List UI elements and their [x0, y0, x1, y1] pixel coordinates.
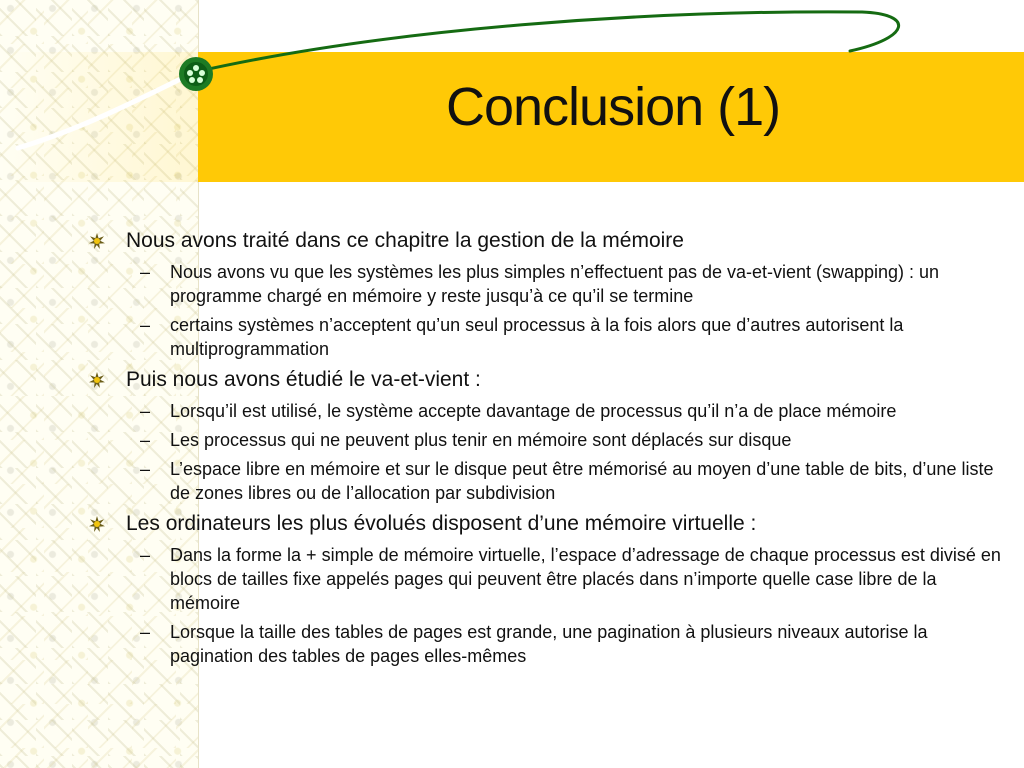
- dash-marker: –: [140, 315, 151, 335]
- sub-bullet-item: [126, 313, 1010, 361]
- sub-bullet-item: [126, 260, 1010, 308]
- bullet-section-virtual-memory: [88, 511, 1010, 668]
- sub-bullet-text: Dans la forme la + simple de mémoire virtuelle, l’espace d’adressage de chaque processus est divisé en blocs de tailles fixe appelés pages qui peuvent être placés dans n’importe quelle case libre de la mémoire: [170, 545, 1001, 613]
- dash-marker: –: [140, 262, 151, 282]
- bullet-text: Les ordinateurs les plus évolués disposent d’une mémoire virtuelle :: [126, 512, 757, 535]
- dash-marker: –: [140, 459, 151, 479]
- sub-bullet-text: Nous avons vu que les systèmes les plus simples n’effectuent pas de va-et-vient (swapping) : un programme chargé en mémoire y reste jusqu’à ce qu’il se termine: [170, 262, 940, 306]
- starburst-bullet-icon: [88, 371, 106, 389]
- slide-content: [88, 228, 1010, 673]
- dash-marker: –: [140, 401, 151, 421]
- starburst-bullet-icon: [88, 232, 106, 250]
- title-band-left-fade: [0, 52, 198, 182]
- dash-marker: –: [140, 430, 151, 450]
- sub-bullet-item: [126, 457, 1010, 505]
- sub-bullet-list: [126, 260, 1010, 361]
- sub-bullet-text: L’espace libre en mémoire et sur le disque peut être mémorisé au moyen d’une table de bits, d’une liste de zones libres ou de l’allocation par subdivision: [170, 459, 994, 503]
- bullet-section-memory-management: [88, 228, 1010, 361]
- bullet-section-swapping: [88, 367, 1010, 505]
- dash-marker: –: [140, 622, 151, 642]
- sub-bullet-item: [126, 543, 1010, 615]
- sub-bullet-item: [126, 428, 1010, 452]
- dash-marker: –: [140, 545, 151, 565]
- sub-bullet-item: [126, 399, 1010, 423]
- sub-bullet-text: Lorsqu’il est utilisé, le système accepte davantage de processus qu’il n’a de place mémoire: [170, 401, 897, 421]
- starburst-bullet-icon: [88, 515, 106, 533]
- bullet-text: Nous avons traité dans ce chapitre la gestion de la mémoire: [126, 229, 684, 252]
- slide-title: Conclusion (1): [446, 77, 781, 137]
- sub-bullet-list: [126, 543, 1010, 668]
- sub-bullet-text: certains systèmes n’acceptent qu’un seul processus à la fois alors que d’autres autorisent la multiprogrammation: [170, 315, 904, 359]
- sub-bullet-text: Les processus qui ne peuvent plus tenir en mémoire sont déplacés sur disque: [170, 430, 792, 450]
- sub-bullet-list: [126, 399, 1010, 505]
- sub-bullet-item: [126, 620, 1010, 668]
- sub-bullet-text: Lorsque la taille des tables de pages est grande, une pagination à plusieurs niveaux autorise la pagination des tables de pages elles-mêmes: [170, 622, 928, 666]
- bullet-text: Puis nous avons étudié le va-et-vient :: [126, 368, 481, 391]
